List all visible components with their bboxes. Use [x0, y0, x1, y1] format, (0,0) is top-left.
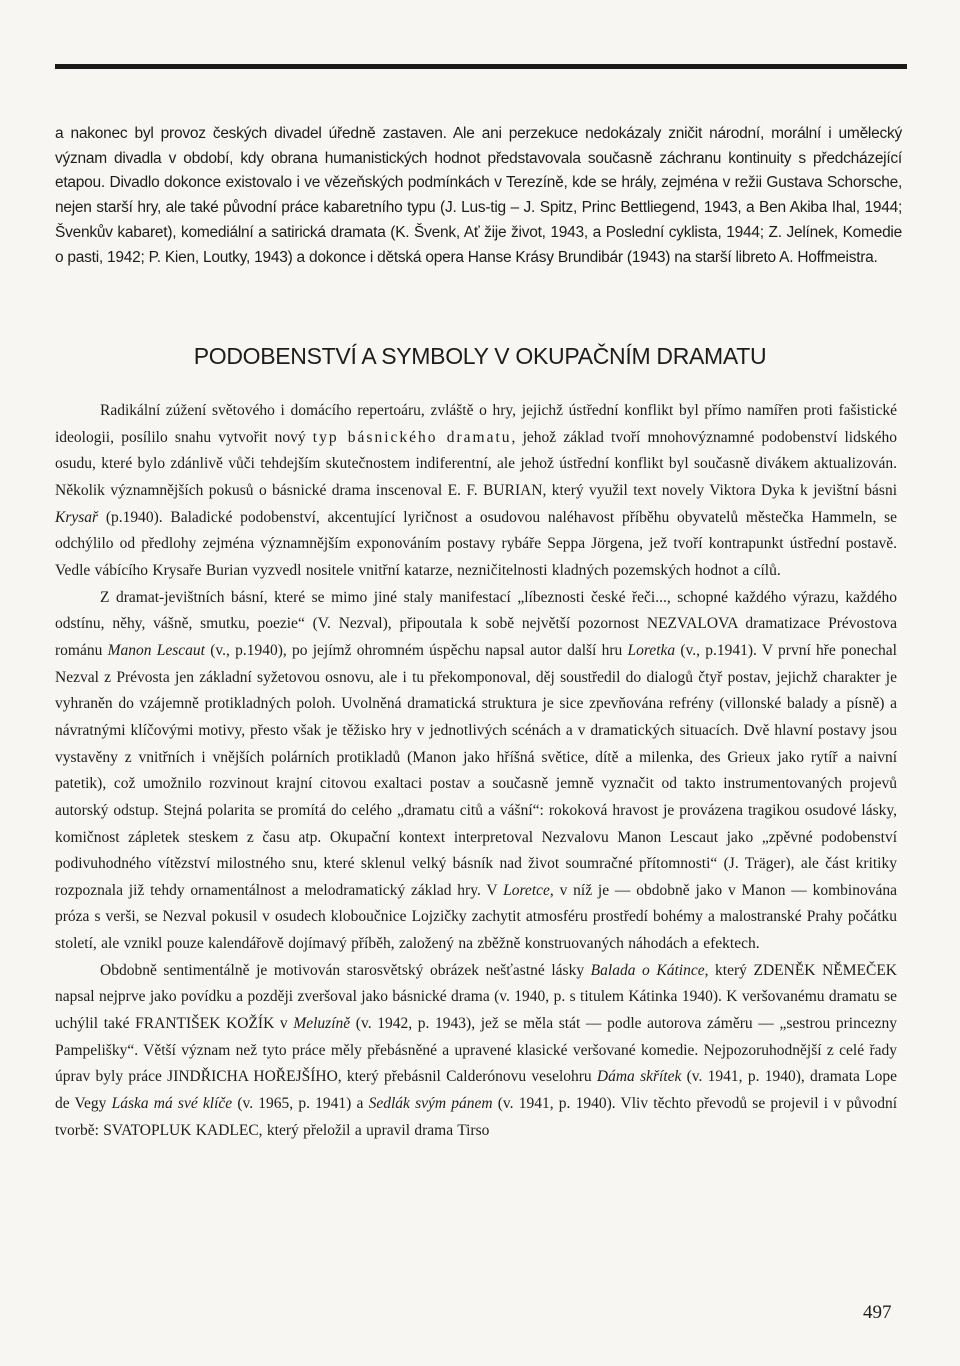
paragraph-1: [55, 398, 897, 585]
text-run: (v. 1942, p. 1943), jež se měla stát — podle autorova záměru — „sestrou princezny Pampelišky“. Větší význam než tyto práce měly přebásněné a upravené klasické veršované komedie. Nejpozoruhodnější z celé řady úprav byly práce JINDŘICHA HOŘEJŠÍHO, který přebásnil Calderónovu veselohru: [55, 1015, 897, 1086]
work-title: Krysař: [55, 508, 99, 526]
text-run: , v níž je — obdobně jako v Manon — kombinována próza s verši, se Nezval pokusil v osudech kloboučnice Lojzičky zachytit atmosféru prostředí bohémy a malostranské Prahy počátku století, ale vznikl pouze kalendářově dojímavý příběh, založený na zběžně konstruovaných náhodách a efektech.: [55, 881, 897, 953]
intro-text: a nakonec byl provoz českých divadel úředně zastaven. Ale ani perzekuce nedokázaly zničit národní, morální i umělecký význam divadla v období, kdy obrana humanistických hodnot představovala současně záchranu kontinuity s předcházející etapou. Divadlo dokonce existovalo i ve vězeňských podmínkách v Terezíně, kde se hrály, zejména v režii Gustava Schorsche, nejen starší hry, ale také původní práce kabaretního typu (J. Lus-tig – J. Spitz, Princ Bettliegend, 1943, a Ben Akiba Ihal, 1944; Švenkův kabaret), komediální a satirická dramata (K. Švenk, Ať žije život, 1943, a Poslední cyklista, 1944; Z. Jelínek, Komedie o pasti, 1942; P. Kien, Loutky, 1943) a dokonce i dětská opera Hanse Krásy Brundibár (1943) na starší libreto A. Hoffmeistra.: [55, 125, 902, 266]
intro-paragraph: [55, 122, 902, 270]
spaced-emphasis: typ básnického dramatu: [312, 428, 512, 446]
text-run: (v., p.1941). V první hře ponechal Nezval z Prévosta jen základní syžetovou osnovu, ale i tu překomponoval, děj soustředil do dialogů čtyř postav, jejichž charakter je vyhraněn do vzájemně protikladných poloh. Uvolněná dramatická struktura je sice zpevňována refrény (villonské balady a písně) a návratnými klíčovými motivy, přesto však je těžisko hry v jednotlivých scénách a v dramatických situacích. Dvě hlavní postavy jsou vystavěny z vnitřních i vnějších polárních protikladů (Manon jako hříšná světice, dítě a milenka, des Grieux jako rytíř a naivní patetik), což umožnilo rozvinout krajní citovou exaltaci postav a současně jemně vyznačit od takto instrumentovaných projevů autorský odstup. Stejná polarita se promítá do celého „dramatu citů a vášní“: rokoková hravost je provázena tragikou osudové lásky, komičnost zápletek steskem z času atp. Okupační kontext interpretoval Nezvalovu Manon Lescaut jako „zpěvné podobenství podivuhodného vítězství milostného snu, které sklenul velký básník nad život soumračné přítomnosti“ (J. Träger), ale část kritiky rozpoznala již tehdy ornamentálnost a melodramatický základ hry. V: [55, 641, 897, 899]
page-number: 497: [863, 1302, 892, 1323]
text-run: (v., p.1940), po jejímž ohromném úspěchu napsal autor další hru: [204, 641, 628, 659]
text-run: (v. 1941, p. 1940), dramata Lope de Vegy: [55, 1068, 898, 1113]
section-heading: PODOBENSTVÍ A SYMBOLY V OKUPAČNÍM DRAMATU: [193, 343, 767, 369]
paragraph-3: [55, 958, 897, 1145]
work-title: Sedlák svým pánem: [368, 1095, 493, 1113]
work-title: Láska má své klíče: [111, 1095, 233, 1113]
text-run: (v. 1941, p. 1940). Vliv těchto převodů se projevil i v původní tvorbě: SVATOPLUK KADLEC, který přeložil a upravil drama Tirso: [55, 1095, 898, 1139]
text-run: Radikální zúžení světového i domácího repertoáru, zvláště o hry, jejichž ústřední konflikt byl přímo namířen proti fašistické ideologii, posílilo snahu vytvořit nový: [55, 402, 897, 446]
work-title: Manon Lescaut: [107, 641, 205, 659]
work-title: Dáma skřítek: [596, 1068, 682, 1086]
header-rule: [55, 64, 907, 69]
body-text: [55, 398, 897, 1144]
work-title: Meluzíně: [293, 1015, 351, 1033]
work-title: Loretce: [503, 881, 550, 899]
text-run: Z dramat-jevištních básní, které se mimo jiné staly manifestací „líbeznosti české řeči..., schopné každého výrazu, každého odstínu, něhy, vášně, smutku, poezie“ (V. Nezval), připoutala k sobě největší pozornost NEZVALOVA dramatizace Prévostova románu: [55, 588, 897, 659]
text-run: (v. 1965, p. 1941) a: [232, 1095, 369, 1113]
text-run: Obdobně sentimentálně je motivován starosvětský obrázek nešťastné lásky: [100, 961, 591, 979]
work-title: Loretka: [627, 641, 676, 659]
text-run: , který ZDENĚK NĚMEČEK napsal nejprve jako povídku a později zveršoval jako básnické drama (v. 1940, p. s titulem Kátinka 1940). K veršovanému dramatu se uchýlil také FRANTIŠEK KOŽÍK v: [55, 961, 897, 1033]
text-run: (p.1940). Baladické podobenství, akcentující lyričnost a osudovou naléhavost příběhu obyvatelů městečka Hammeln, se odchýlilo od předlohy zejména významnějším exponováním postavy rybáře Seppa Jörgena, jež tvoří kontrapunkt ústřední postavě. Vedle vábícího Krysaře Burian vyzvedl nositele vnitřní katarze, nezničitelnosti kladných pozemských hodnot a cílů.: [55, 508, 897, 579]
text-run: , jehož základ tvoří mnohovýznamné podobenství lidského osudu, které bylo zdánlivě vůči tehdejším skutečnostem indiferentní, ale jehož ústřední konflikt byl současně divákem aktualizován. Několik významnějších pokusů o básnické drama inscenoval E. F. BURIAN, který využil text novely Viktora Dyka k jevištní básni: [55, 428, 897, 499]
paragraph-2: [55, 585, 897, 958]
work-title: Balada o Kátince: [590, 961, 705, 979]
